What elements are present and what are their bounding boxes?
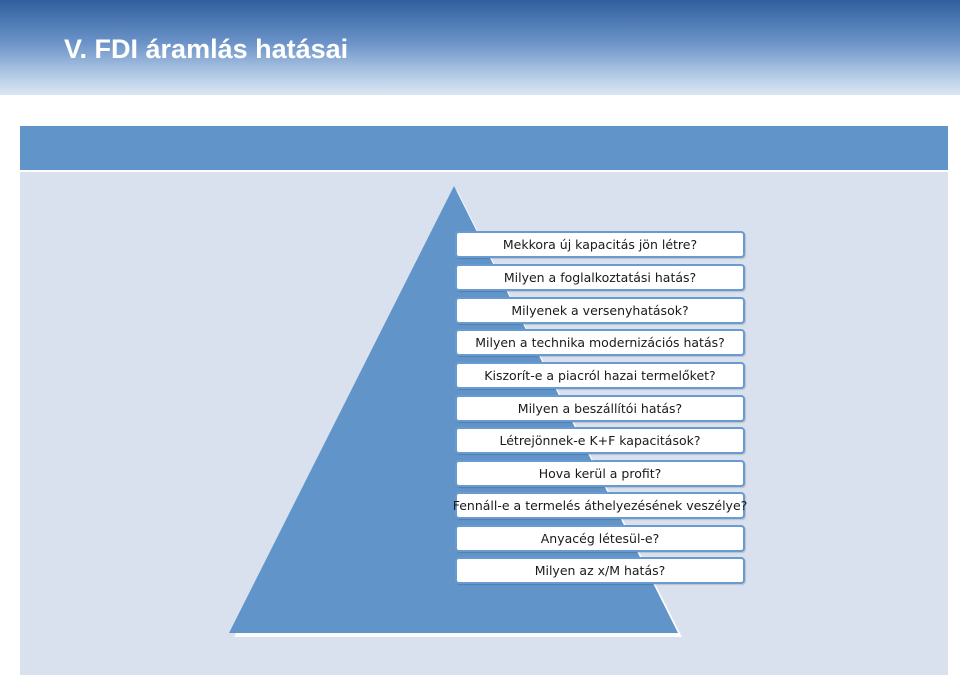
question-box: Milyen a technika modernizációs hatás? <box>455 329 745 356</box>
question-box: Milyenek a versenyhatások? <box>455 297 745 324</box>
question-box: Mekkora új kapacitás jön létre? <box>455 231 745 258</box>
question-box: Milyen a foglalkoztatási hatás? <box>455 264 745 291</box>
question-box: Milyen az x/M hatás? <box>455 557 745 584</box>
question-box: Fennáll-e a termelés áthelyezésének veszélye? <box>455 492 745 519</box>
slide-title: V. FDI áramlás hatásai <box>64 34 349 64</box>
question-box: Kiszorít-e a piacról hazai termelőket? <box>455 362 745 389</box>
question-box: Létrejönnek-e K+F kapacitások? <box>455 427 745 454</box>
question-box: Milyen a beszállítói hatás? <box>455 395 745 422</box>
question-box: Hova kerül a profit? <box>455 460 745 487</box>
question-box: Anyacég létesül-e? <box>455 525 745 552</box>
